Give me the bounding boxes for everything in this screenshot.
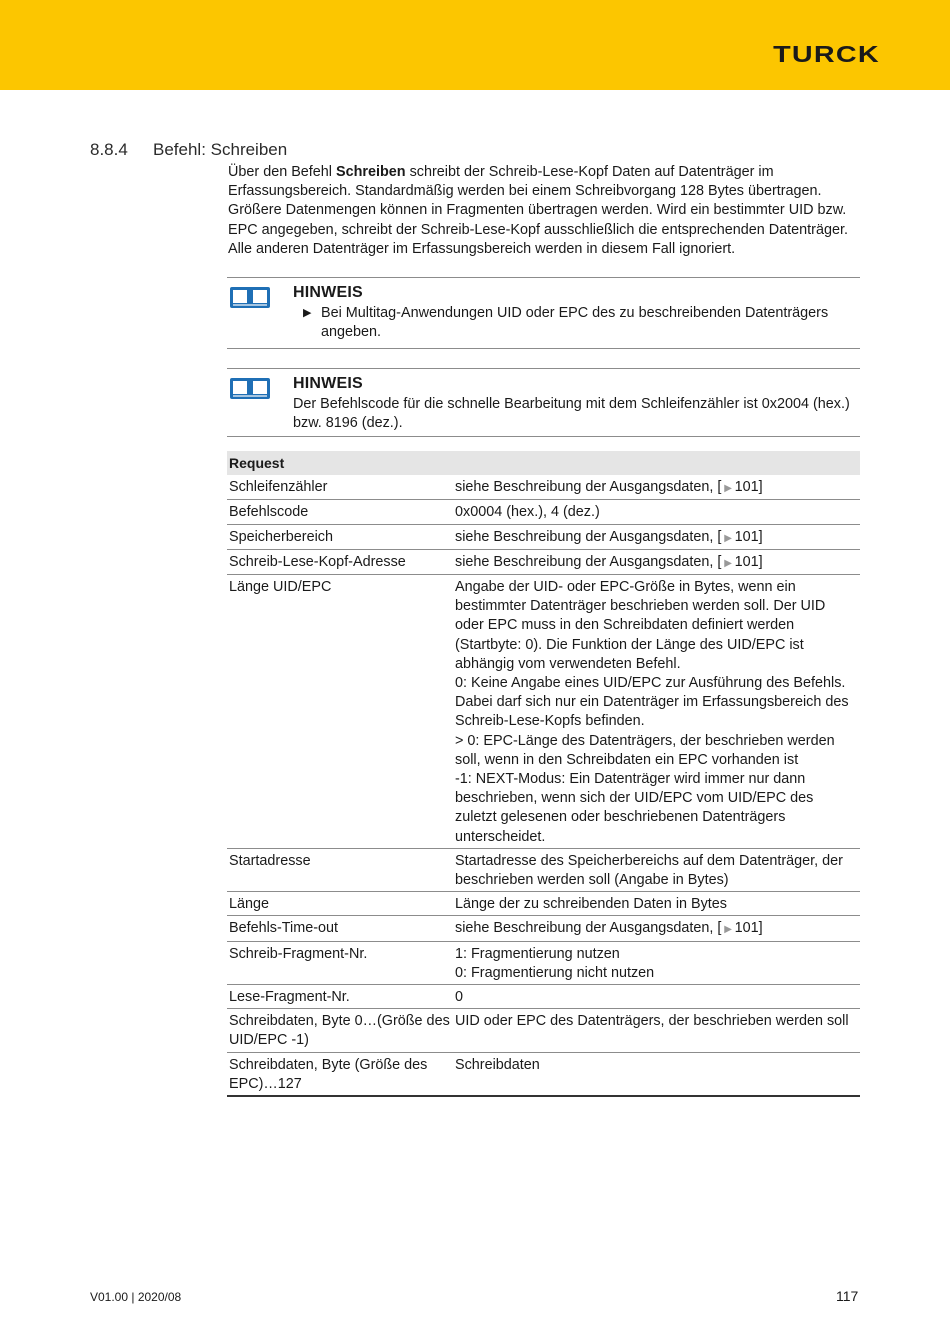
cross-ref-text: siehe Beschreibung der Ausgangsdaten,: [455, 479, 718, 496]
row-label: Länge: [227, 892, 453, 916]
row-label: Startadresse: [227, 848, 453, 891]
table-row: [227, 475, 860, 500]
note-text: Der Befehlscode für die schnelle Bearbeitung mit dem Schleifenzähler ist 0x2004 (hex.) bzw. 8196 (dez.).: [293, 396, 850, 431]
page-number: 117: [836, 1288, 859, 1304]
table-row: [227, 892, 860, 916]
row-value: Angabe der UID- oder EPC-Größe in Bytes, wenn ein bestimmter Datenträger beschrieben werden soll. Der UID oder EPC muss in den Schreibdaten definiert werden (Startbyte: 0). Die Funktion der Länge des UID/EPC ist abhängig vom verwendeten Befehl. 0: Keine Angabe eines UID/EPC zur Ausführung des Befehls. Dabei darf sich nur ein Datenträger im Erfassungsbereich des Schreib-Lese-Kopfs befinden. > 0: EPC-Länge des Datenträgers, der beschrieben werden soll, wenn in den Schreibdaten ein EPC vorhanden ist -1: NEXT-Modus: Ein Datenträger wird immer nur dann beschrieben, wenn sich der UID/EPC vom UID/EPC des zuletzt gelesenen oder beschriebenen Datenträgers unterscheidet.: [453, 575, 860, 849]
book-icon: [230, 378, 270, 399]
table-row: [227, 524, 860, 549]
footer-version: V01.00 | 2020/08: [90, 1290, 182, 1304]
table-row: [227, 985, 860, 1009]
intro-text-start: Über den Befehl: [228, 164, 337, 180]
table-row: [227, 1009, 860, 1052]
row-label: Schreibdaten, Byte (Größe des EPC)…127: [227, 1052, 453, 1096]
logo-text: TURCK: [773, 43, 880, 65]
row-value: [453, 524, 860, 549]
row-label: Schreibdaten, Byte 0…(Größe des UID/EPC -1): [227, 1009, 453, 1052]
section-title: Befehl: Schreiben: [153, 140, 288, 159]
row-value: UID oder EPC des Datenträgers, der beschrieben werden soll: [453, 1009, 860, 1052]
section-number: 8.8.4: [90, 140, 128, 159]
row-label: Befehlscode: [227, 500, 453, 524]
intro-command-name: Schreiben: [336, 164, 406, 180]
table-row: [227, 848, 860, 891]
page-ref-arrow-icon: ▶: [721, 483, 735, 495]
note-box-command-code: [227, 368, 860, 437]
table-row: [227, 916, 860, 941]
header-band: [0, 0, 950, 90]
row-value: Schreibdaten: [453, 1052, 860, 1096]
cross-ref-link[interactable]: [ ▶ 101]: [717, 920, 763, 937]
row-value: 1: Fragmentierung nutzen 0: Fragmentierung nicht nutzen: [453, 941, 860, 984]
row-label: Länge UID/EPC: [227, 575, 453, 849]
cross-ref-text: siehe Beschreibung der Ausgangsdaten,: [455, 553, 718, 570]
page-ref-arrow-icon: ▶: [721, 532, 735, 544]
cross-ref-text: siehe Beschreibung der Ausgangsdaten,: [455, 528, 718, 545]
book-icon: [230, 287, 270, 308]
table-row: [227, 549, 860, 574]
note-bullet-text: Bei Multitag-Anwendungen UID oder EPC des zu beschreibenden Datenträgers angeben.: [321, 305, 829, 340]
row-label: Schreib-Lese-Kopf-Adresse: [227, 549, 453, 574]
intro-text-rest: schreibt der Schreib-Lese-Kopf Daten auf Datenträger im Erfassungsbereich. Standardmäßig werden bei einem Schreibvorgang 128 Bytes übertragen. Größere Datenmengen können in Fragmenten übertragen werden. Wird ein bestimmter UID bzw. EPC angegeben, schreibt der Schreib-Lese-Kopf ausschließlich die entsprechenden Datenträger. Alle anderen Datenträger im Erfassungsbereich werden in diesem Fall ignoriert.: [228, 164, 848, 257]
row-label: Schreib-Fragment-Nr.: [227, 941, 453, 984]
row-label: Speicherbereich: [227, 524, 453, 549]
cross-ref-link[interactable]: [ ▶ 101]: [717, 528, 763, 545]
row-value: [453, 916, 860, 941]
cross-ref-link[interactable]: [ ▶ 101]: [717, 479, 763, 496]
note-title: HINWEIS: [293, 375, 363, 392]
section-heading: [90, 140, 287, 160]
row-value: Startadresse des Speicherbereichs auf dem Datenträger, der beschrieben werden soll (Angabe in Bytes): [453, 848, 860, 891]
page-ref-arrow-icon: ▶: [721, 557, 735, 569]
table-row: [227, 575, 860, 849]
row-label: Befehls-Time-out: [227, 916, 453, 941]
row-value: [453, 549, 860, 574]
bullet-arrow-icon: ▶: [303, 307, 312, 319]
row-value: Länge der zu schreibenden Daten in Bytes: [453, 892, 860, 916]
table-row: [227, 941, 860, 984]
cross-ref-text: siehe Beschreibung der Ausgangsdaten,: [455, 920, 718, 937]
request-table: [227, 451, 860, 1097]
row-label: Lese-Fragment-Nr.: [227, 985, 453, 1009]
table-row: [227, 500, 860, 524]
page-ref-arrow-icon: ▶: [721, 924, 735, 936]
intro-paragraph: [228, 163, 860, 259]
note-title: HINWEIS: [293, 284, 363, 301]
table-header: Request: [227, 451, 860, 475]
turck-logo: [739, 43, 913, 65]
row-value: [453, 475, 860, 500]
note-box-multitag: [227, 277, 860, 349]
row-value: 0: [453, 985, 860, 1009]
cross-ref-link[interactable]: [ ▶ 101]: [717, 553, 763, 570]
row-value: 0x0004 (hex.), 4 (dez.): [453, 500, 860, 524]
table-row: [227, 1052, 860, 1096]
row-label: Schleifenzähler: [227, 475, 453, 500]
